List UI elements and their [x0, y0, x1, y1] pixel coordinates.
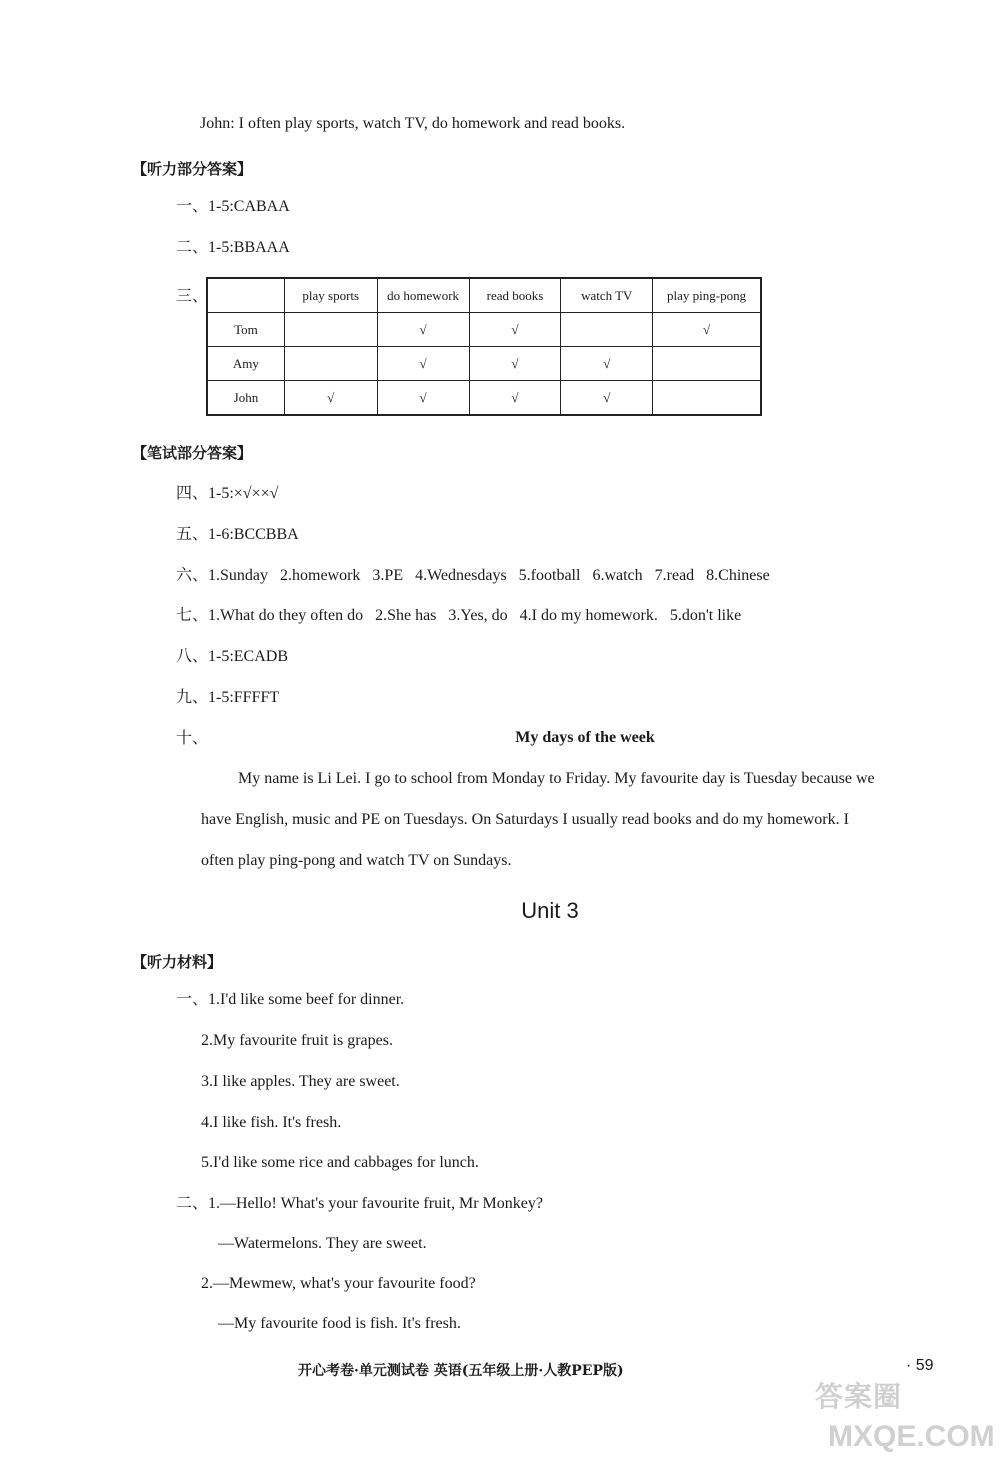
- table-header-row: [207, 278, 761, 313]
- activity-table: [206, 277, 762, 416]
- written-answers-header: 【笔试部分答案】: [132, 444, 253, 462]
- table-header-cell: watch TV: [561, 278, 653, 313]
- table-row: [207, 381, 761, 416]
- answer-q9: 九、1-5:FFFFT: [176, 689, 280, 706]
- table-cell: [284, 347, 377, 381]
- answer-q8: 八、1-5:ECADB: [176, 648, 289, 665]
- table-cell: √: [561, 347, 653, 381]
- table-cell: [653, 347, 761, 381]
- essay-title: My days of the week: [515, 729, 655, 746]
- material-line: —My favourite food is fish. It's fresh.: [218, 1315, 461, 1332]
- material-line: 二、1.—Hello! What's your favourite fruit, Mr Monkey?: [176, 1195, 543, 1212]
- unit-title: Unit 3: [521, 898, 579, 923]
- table-cell: √: [469, 313, 561, 347]
- intro-line: John: I often play sports, watch TV, do homework and read books.: [200, 115, 626, 132]
- material-line: —Watermelons. They are sweet.: [218, 1235, 427, 1252]
- table-header-cell: play sports: [284, 278, 377, 313]
- watermark-logo: 答案圈: [815, 1381, 903, 1412]
- answer-q1: 一、1-5:CABAA: [176, 198, 290, 215]
- table-row: [207, 347, 761, 381]
- answer-q3-label: 三、: [176, 288, 209, 305]
- table-cell: √: [469, 381, 561, 416]
- material-line: 2.—Mewmew, what's your favourite food?: [201, 1275, 476, 1292]
- material-line: 2.My favourite fruit is grapes.: [201, 1032, 393, 1049]
- page-number: · 59: [906, 1357, 934, 1374]
- answer-q7: 七、1.What do they often do 2.She has 3.Yes, do 4.I do my homework. 5.don't like: [176, 607, 742, 624]
- answer-q6: 六、1.Sunday 2.homework 3.PE 4.Wednesdays 5.football 6.watch 7.read 8.Chinese: [176, 567, 770, 584]
- answer-q10-label: 十、: [176, 730, 209, 747]
- table-cell: √: [377, 381, 469, 416]
- table-header-cell: do homework: [377, 278, 469, 313]
- material-line: 3.I like apples. They are sweet.: [201, 1073, 400, 1090]
- table-cell: [284, 313, 377, 347]
- table-cell: √: [284, 381, 377, 416]
- answer-q5: 五、1-6:BCCBBA: [176, 526, 299, 543]
- material-line: 一、1.I'd like some beef for dinner.: [176, 991, 405, 1008]
- essay-line: have English, music and PE on Tuesdays. On Saturdays I usually read books and do my homework. I: [201, 811, 849, 828]
- material-line: 4.I like fish. It's fresh.: [201, 1114, 342, 1131]
- answer-q2: 二、1-5:BBAAA: [176, 239, 290, 256]
- listening-material-header: 【听力材料】: [132, 953, 223, 971]
- row-name: John: [207, 381, 284, 416]
- listening-answers-header: 【听力部分答案】: [132, 160, 253, 178]
- essay-line: My name is Li Lei. I go to school from Monday to Friday. My favourite day is Tuesday because we: [238, 770, 875, 787]
- table-cell: [653, 381, 761, 416]
- answer-q4: 四、1-5:×√××√: [176, 485, 279, 502]
- table-cell: √: [561, 381, 653, 416]
- table-header-cell: play ping-pong: [653, 278, 761, 313]
- table-cell: √: [653, 313, 761, 347]
- watermark-url: MXQE.COM: [828, 1420, 995, 1453]
- footer-title: 开心考卷·单元测试卷 英语(五年级上册·人教PEP版): [298, 1363, 624, 1379]
- table-header-cell: [207, 278, 284, 313]
- table-cell: √: [377, 313, 469, 347]
- table-cell: √: [469, 347, 561, 381]
- table-header-cell: read books: [469, 278, 561, 313]
- row-name: Tom: [207, 313, 284, 347]
- material-line: 5.I'd like some rice and cabbages for lunch.: [201, 1154, 479, 1171]
- table-cell: √: [377, 347, 469, 381]
- row-name: Amy: [207, 347, 284, 381]
- table-row: [207, 313, 761, 347]
- table-cell: [561, 313, 653, 347]
- essay-line: often play ping-pong and watch TV on Sundays.: [201, 852, 512, 869]
